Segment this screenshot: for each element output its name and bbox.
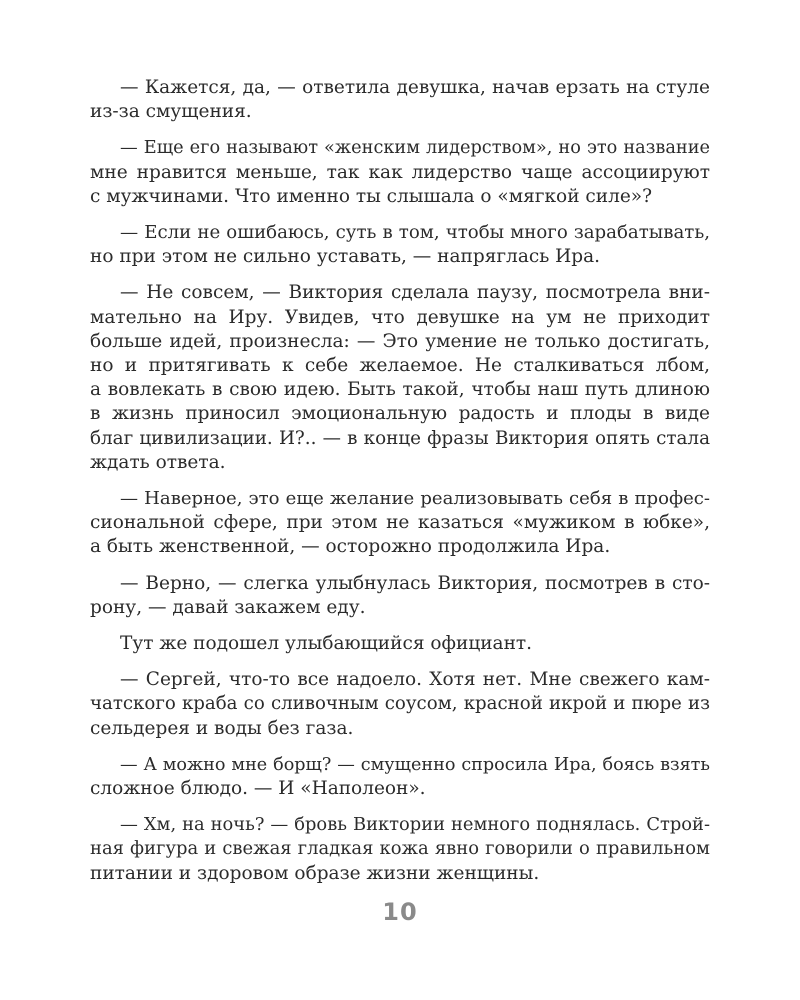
text-line: больше идей, произнесла: — Это умение не только достигать, (90, 330, 710, 352)
text-line: — Не совсем, — Виктория сделала паузу, посмотрела вни- (120, 282, 710, 304)
text-line: из-за смущения. (90, 101, 252, 123)
text-line: Тут же подошел улыбающийся официант. (120, 633, 533, 655)
text-line: сложное блюдо. — И «Наполеон». (90, 778, 426, 800)
text-line: с мужчинами. Что именно ты слышала о «мягкой силе»? (90, 185, 653, 207)
text-line: — Верно, — слегка улыбнулась Виктория, посмотрев в сто- (120, 572, 710, 594)
text-line: — Сергей, что-то все надоело. Хотя нет. Мне свежего кам- (120, 669, 710, 691)
paragraph (90, 632, 710, 656)
text-line: чатского краба со сливочным соусом, красной икрой и пюре из (90, 693, 710, 715)
text-line: в жизнь приносил эмоциональную радость и плоды в виде (90, 403, 710, 425)
text-line: — Хм, на ночь? — бровь Виктории немного поднялась. Строй- (120, 814, 710, 836)
paragraph (90, 813, 710, 886)
paragraph (90, 281, 710, 475)
text-line: но и притягивать к себе желаемое. Не сталкиваться лбом, (90, 355, 710, 377)
body-text (90, 76, 710, 898)
paragraph (90, 136, 710, 209)
text-line: но при этом не сильно уставать, — напряглась Ира. (90, 246, 601, 268)
text-line: ждать ответа. (90, 451, 226, 473)
paragraph (90, 487, 710, 560)
paragraph (90, 668, 710, 741)
page-number: 10 (382, 898, 418, 926)
text-line: а вовлекать в свою идею. Быть такой, чтобы наш путь длиною (90, 379, 710, 401)
text-line: — Кажется, да, — ответила девушка, начав ерзать на стуле (120, 77, 710, 98)
paragraph (90, 76, 710, 124)
text-line: — Наверное, это еще желание реализовывать себя в профес- (120, 488, 710, 510)
text-line: — А можно мне борщ? — смущенно спросила Ира, боясь взять (120, 754, 710, 775)
text-line: ная фигура и свежая гладкая кожа явно говорили о правильном (90, 838, 710, 860)
paragraph (90, 221, 710, 269)
text-line: благ цивилизации. И?.. — в конце фразы Виктория опять стала (90, 427, 710, 449)
text-line: сельдерея и воды без газа. (90, 717, 354, 739)
text-line: рону, — давай закажем еду. (90, 596, 366, 618)
text-line: — Еще его называют «женским лидерством», но это название (120, 138, 710, 159)
paragraph (90, 753, 710, 801)
text-line: сиональной сфере, при этом не казаться «мужиком в юбке», (90, 512, 710, 534)
text-line: мательно на Иру. Увидев, что девушке на ум не приходит (90, 306, 710, 328)
text-line: мне нравится меньше, так как лидерство чаще ассоциируют (90, 161, 710, 183)
text-line: питании и здоровом образе жизни женщины. (90, 862, 540, 884)
text-line: а быть женственной, — осторожно продолжила Ира. (90, 536, 611, 558)
text-line: — Если не ошибаюсь, суть в том, чтобы много зарабатывать, (120, 222, 710, 244)
paragraph (90, 572, 710, 620)
